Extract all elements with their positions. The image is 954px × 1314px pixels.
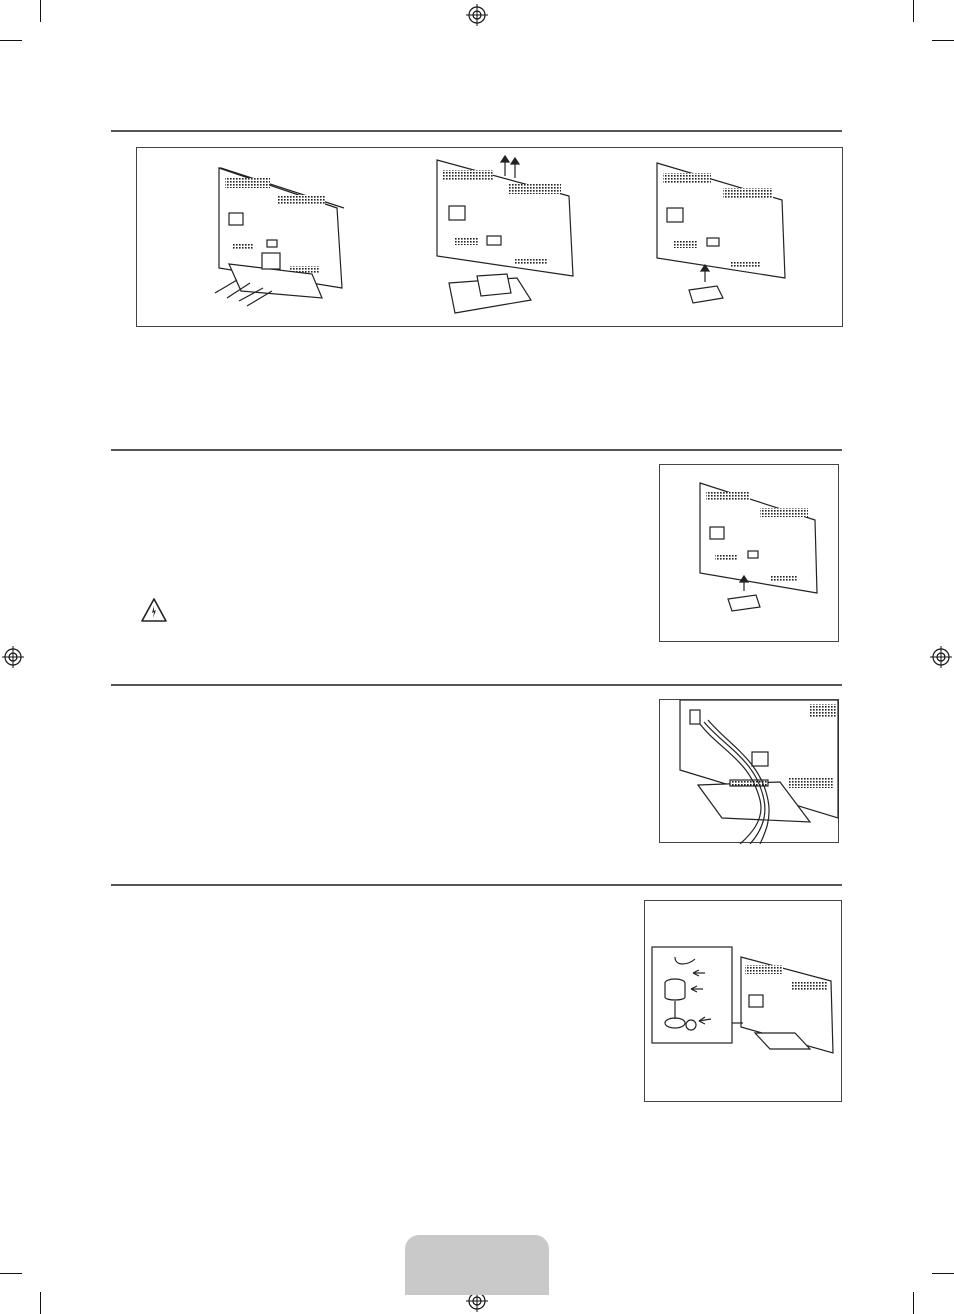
tv-back-step-2 <box>437 156 573 313</box>
section-rule <box>111 449 842 451</box>
crop-mark <box>932 1273 954 1274</box>
figure-stand-removal <box>136 147 843 327</box>
figure-cable-routing <box>659 699 839 843</box>
section-rule <box>111 684 842 686</box>
caution-icon <box>140 597 168 623</box>
tv-back-step-1 <box>215 168 344 306</box>
registration-mark-icon <box>930 646 952 668</box>
section-rule <box>111 884 842 886</box>
figure-stand-cover <box>659 464 839 642</box>
page-number-tab <box>405 1235 549 1295</box>
crop-mark <box>0 40 22 41</box>
crop-mark <box>40 0 41 22</box>
registration-mark-icon <box>466 4 488 26</box>
crop-mark <box>932 40 954 41</box>
crop-mark <box>913 1292 914 1314</box>
tv-back-step-3 <box>657 163 785 303</box>
crop-mark <box>40 1292 41 1314</box>
crop-mark <box>0 1273 22 1274</box>
crop-mark <box>913 0 914 22</box>
section-rule <box>111 130 842 132</box>
figure-anti-fall <box>644 900 842 1102</box>
registration-mark-icon <box>2 646 24 668</box>
